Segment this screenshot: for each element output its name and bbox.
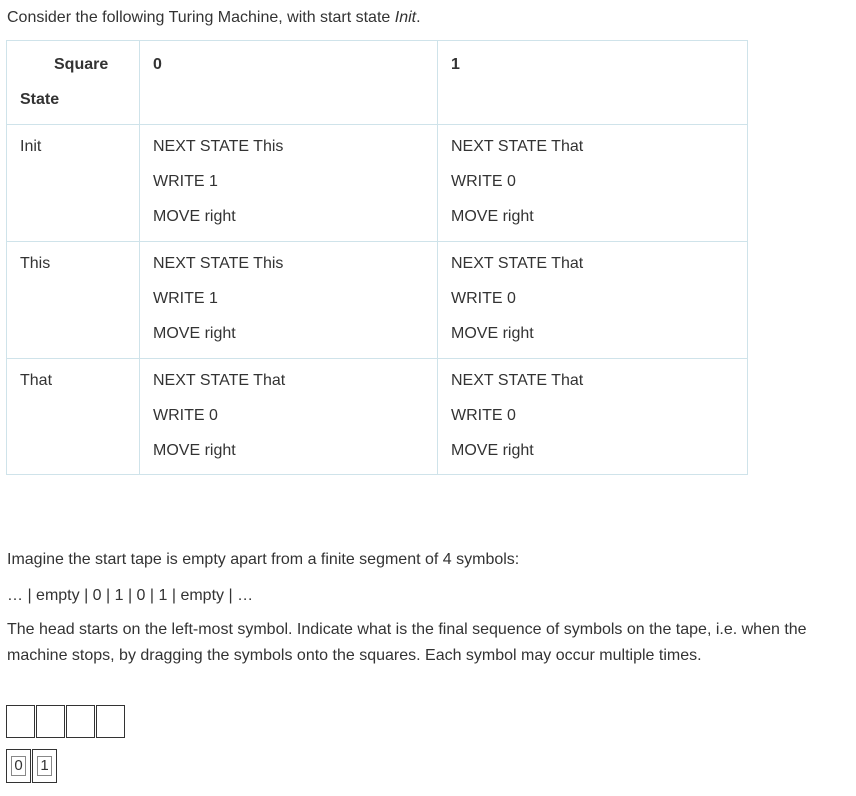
- drop-slot-4[interactable]: [96, 705, 125, 738]
- header-square-label: Square: [54, 56, 109, 73]
- state-cell: Init: [7, 125, 140, 242]
- drop-slot-1[interactable]: [6, 705, 35, 738]
- drop-slot-2[interactable]: [36, 705, 65, 738]
- transition-cell: NEXT STATE That WRITE 0 MOVE right: [438, 359, 748, 475]
- instructions-text: The head starts on the left-most symbol. Indicate what is the final sequence of symbols on the tape, i.e. when the machine stops, by dragging the symbols onto the squares. Each symbol may occur multiple times.: [7, 621, 807, 664]
- table-row: [7, 359, 748, 475]
- transition-cell: NEXT STATE This WRITE 1 MOVE right: [140, 242, 438, 359]
- start-state-name: Init: [394, 9, 417, 26]
- header-col-1: 1: [438, 41, 748, 125]
- state-cell: That: [7, 359, 140, 475]
- transition-cell: NEXT STATE That WRITE 0 MOVE right: [438, 242, 748, 359]
- header-col-0: 0: [140, 41, 438, 125]
- header-state-label: State: [20, 91, 60, 108]
- state-cell: This: [7, 242, 140, 359]
- question-intro: Consider the following Turing Machine, with start state Init.: [7, 9, 421, 26]
- header-corner-cell: [7, 41, 140, 125]
- transition-cell: NEXT STATE That WRITE 0 MOVE right: [438, 125, 748, 242]
- answer-drop-zone: [6, 705, 125, 738]
- table-row: [7, 125, 748, 242]
- draggable-symbol-0[interactable]: 0: [6, 749, 31, 783]
- transition-cell: NEXT STATE That WRITE 0 MOVE right: [140, 359, 438, 475]
- tape-contents-text: … | empty | 0 | 1 | 0 | 1 | empty | …: [7, 587, 254, 604]
- table-row: [7, 242, 748, 359]
- tape-intro-text: Imagine the start tape is empty apart from a finite segment of 4 symbols:: [7, 551, 520, 568]
- turing-machine-table: [6, 40, 748, 475]
- transition-cell: NEXT STATE This WRITE 1 MOVE right: [140, 125, 438, 242]
- draggable-symbol-1[interactable]: 1: [32, 749, 57, 783]
- drop-slot-3[interactable]: [66, 705, 95, 738]
- table-header-row: [7, 41, 748, 125]
- symbol-palette: [6, 749, 57, 783]
